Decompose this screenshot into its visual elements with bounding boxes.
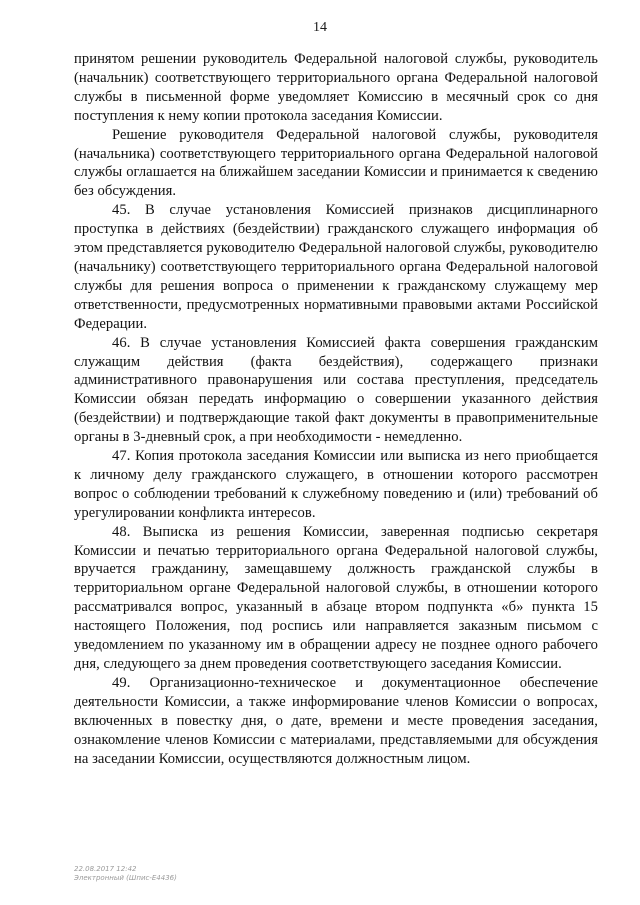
- document-body: [74, 50, 598, 768]
- paragraph-item-49: 49. Организационно-техническое и документационное обеспечение деятельности Комиссии, а также информирование членов Комиссии о вопросах, включенных в повестку дня, о дате, времени и месте проведения заседания, ознакомление членов Комиссии с материалами, представляемыми для обсуждения на заседании Комиссии, осуществляются должностным лицом.: [74, 674, 598, 767]
- paragraph-continuation: принятом решении руководитель Федеральной налоговой службы, руководитель (начальник) соответствующего территориального органа Федеральной налоговой службы в письменной форме уведомляет Комиссию в месячный срок со дня поступления к нему копии протокола заседания Комиссии.: [74, 51, 598, 124]
- paragraph-item-45: 45. В случае установления Комиссией признаков дисциплинарного проступка в действиях (бездействии) гражданского служащего информация об этом представляется руководителю Федеральной налоговой службы, руководителю (начальнику) соответствующего территориального органа Федеральной налоговой службы для решения вопроса о применении к гражданскому служащему мер ответственности, предусмотренных нормативными правовыми актами Российской Федерации.: [74, 202, 598, 332]
- footer-file-ref: Электронный (Шпис-Е4436): [74, 874, 177, 882]
- document-footer-stamp: [74, 865, 177, 883]
- paragraph-item-47: 47. Копия протокола заседания Комиссии или выписка из него приобщается к личному делу гражданского служащего, в отношении которого рассмотрен вопрос о соблюдении требований к служебному поведению и (или) требований об урегулировании конфликта интересов.: [74, 448, 598, 521]
- page-number: 14: [313, 20, 327, 35]
- paragraph-decision-announcement: Решение руководителя Федеральной налоговой службы, руководителя (начальника) соответствующего территориального органа Федеральной налоговой службы оглашается на ближайшем заседании Комиссии и принимается к сведению без обсуждения.: [74, 126, 598, 200]
- footer-timestamp: 22.08.2017 12:42: [74, 865, 137, 873]
- paragraph-item-48: 48. Выписка из решения Комиссии, заверенная подписью секретаря Комиссии и печатью территориального органа Федеральной налоговой службы, вручается гражданину, замещавшему должность гражданской службы в территориальном органе Федеральной налоговой службы, в отношении которого рассматривался вопрос, указанный в абзаце втором подпункта «б» пункта 15 настоящего Положения, под роспись или направляется заказным письмом с уведомлением по указанному им в обращении адресу не позднее одного рабочего дня, следующего за днем проведения соответствующего заседания Комиссии.: [74, 523, 598, 672]
- paragraph-item-46: 46. В случае установления Комиссией факта совершения гражданским служащим действия (факта бездействия), содержащего признаки административного правонарушения или состава преступления, председатель Комиссии обязан передать информацию о совершении указанного действия (бездействии) и подтверждающие такой факт документы в правоприменительные органы в 3-дневный срок, а при необходимости - немедленно.: [74, 334, 598, 446]
